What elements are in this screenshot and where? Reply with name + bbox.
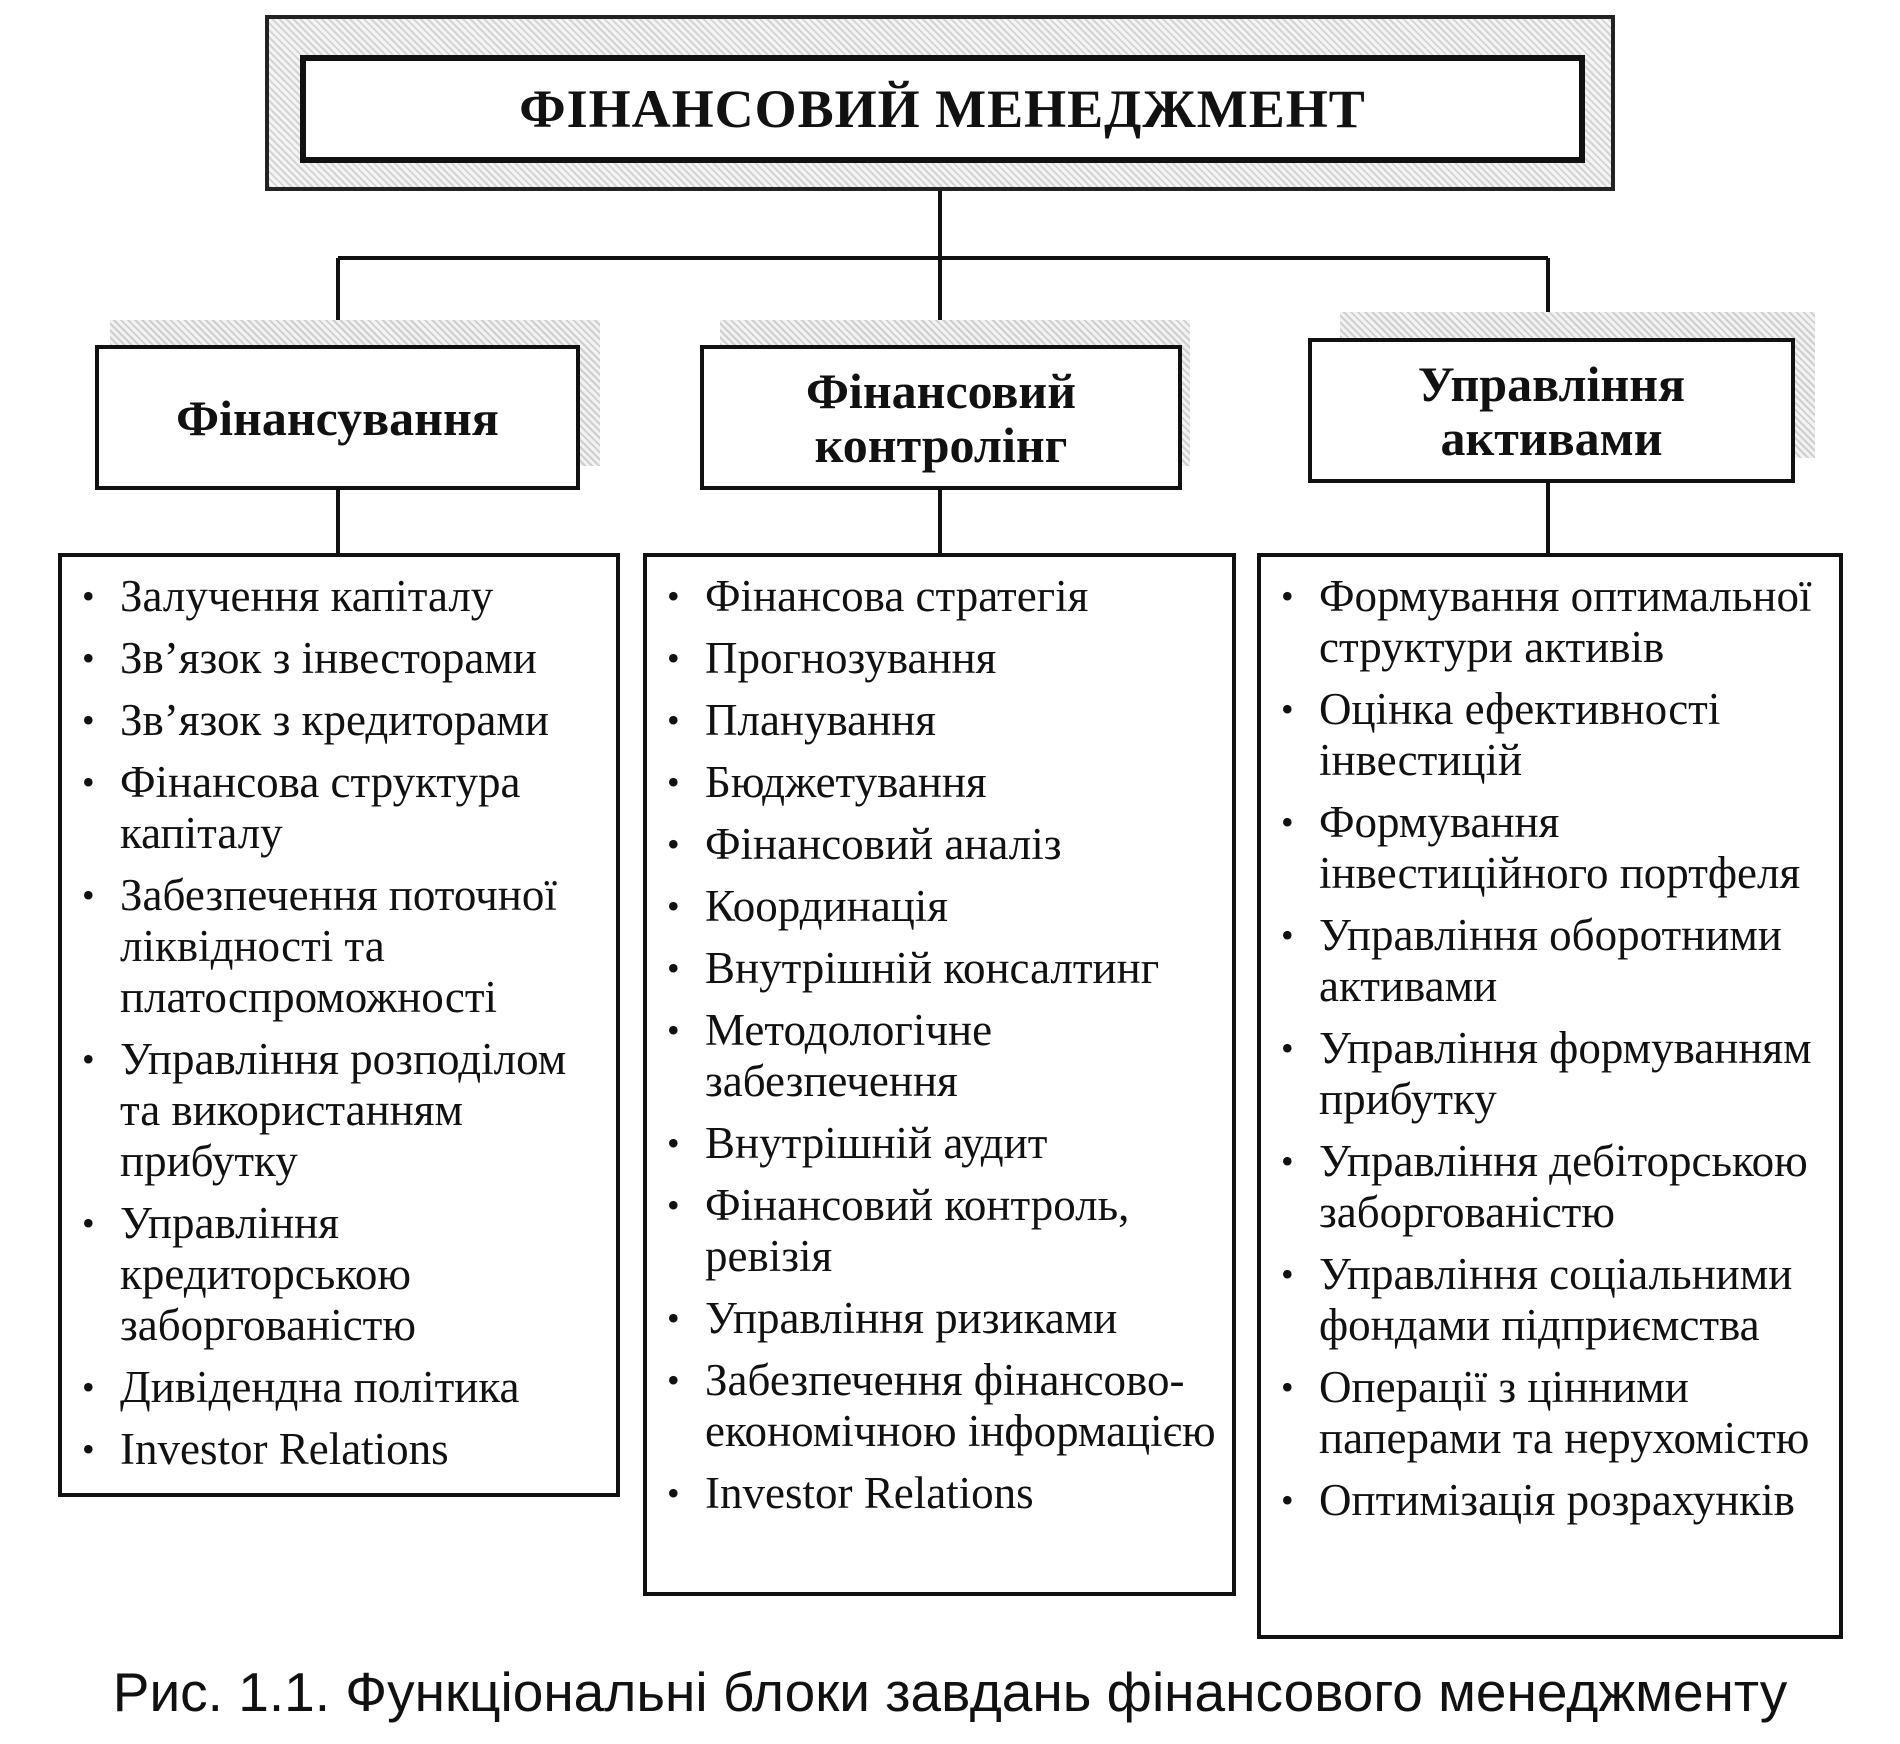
list-item: • Формування оптимальної структури активів [1319, 571, 1831, 673]
list-item: • Investor Relations [120, 1424, 606, 1475]
list-item: • Внутрішній аудит [705, 1118, 1222, 1169]
list-item: • Управління кредиторською заборгованістю [120, 1198, 606, 1351]
list-item: • Оцінка ефективності інвестицій [1319, 684, 1831, 786]
list-item: • Управління ризиками [705, 1293, 1222, 1344]
list-item: • Investor Relations [705, 1468, 1222, 1519]
heading-line: Управління [1417, 355, 1686, 412]
list-item: • Забезпечення фінансово-економічною інформацією [705, 1355, 1222, 1457]
figure-caption: Рис. 1.1. Функціональні блоки завдань фінансового менеджменту [112, 1661, 1788, 1723]
list-item: • Оптимізація розрахунків [1319, 1475, 1831, 1526]
list-item: • Фінансовий аналіз [705, 819, 1222, 870]
list-item: • Планування [705, 695, 1222, 746]
list-item: • Управління дебіторською заборгованістю [1319, 1136, 1831, 1238]
block-heading-asset-management [1308, 338, 1795, 483]
list-item: • Фінансовий контроль, ревізія [705, 1180, 1222, 1282]
list-item: • Координація [705, 881, 1222, 932]
list-item: • Управління формуванням прибутку [1319, 1023, 1831, 1125]
list-item: • Зв’язок з кредиторами [120, 695, 606, 746]
task-list-controlling [643, 553, 1236, 1596]
task-list-asset-management [1257, 553, 1843, 1639]
list-item: • Зв’язок з інвесторами [120, 633, 606, 684]
list-item: • Фінансова стратегія [705, 571, 1222, 622]
block-heading-financing [95, 345, 580, 490]
task-list-financing [58, 553, 620, 1497]
heading-line: активами [1440, 409, 1663, 466]
diagram-title: ФІНАНСОВИЙ МЕНЕДЖМЕНТ [519, 79, 1366, 139]
heading-line: контролінг [814, 416, 1068, 473]
block-heading-controlling [700, 345, 1182, 490]
list-item: • Формування інвестиційного портфеля [1319, 797, 1831, 899]
list-item: • Управління розподілом та використанням прибутку [120, 1034, 606, 1187]
list-item: • Операції з цінними паперами та нерухомістю [1319, 1362, 1831, 1464]
list-item: • Прогнозування [705, 633, 1222, 684]
title-box [300, 55, 1585, 163]
list-item: • Залучення капіталу [120, 571, 606, 622]
heading-line: Фінансування [176, 389, 499, 446]
list-item: • Фінансова структура капіталу [120, 757, 606, 859]
list-item: • Бюджетування [705, 757, 1222, 808]
list-item: • Забезпечення поточної ліквідності та платоспроможності [120, 870, 606, 1023]
list-item: • Внутрішній консалтинг [705, 943, 1222, 994]
list-item: • Методологічне забезпечення [705, 1005, 1222, 1107]
list-item: • Управління соціальними фондами підприємства [1319, 1249, 1831, 1351]
list-item: • Управління оборотними активами [1319, 910, 1831, 1012]
list-item: • Дивідендна політика [120, 1362, 606, 1413]
heading-line: Фінансовий [805, 362, 1077, 419]
